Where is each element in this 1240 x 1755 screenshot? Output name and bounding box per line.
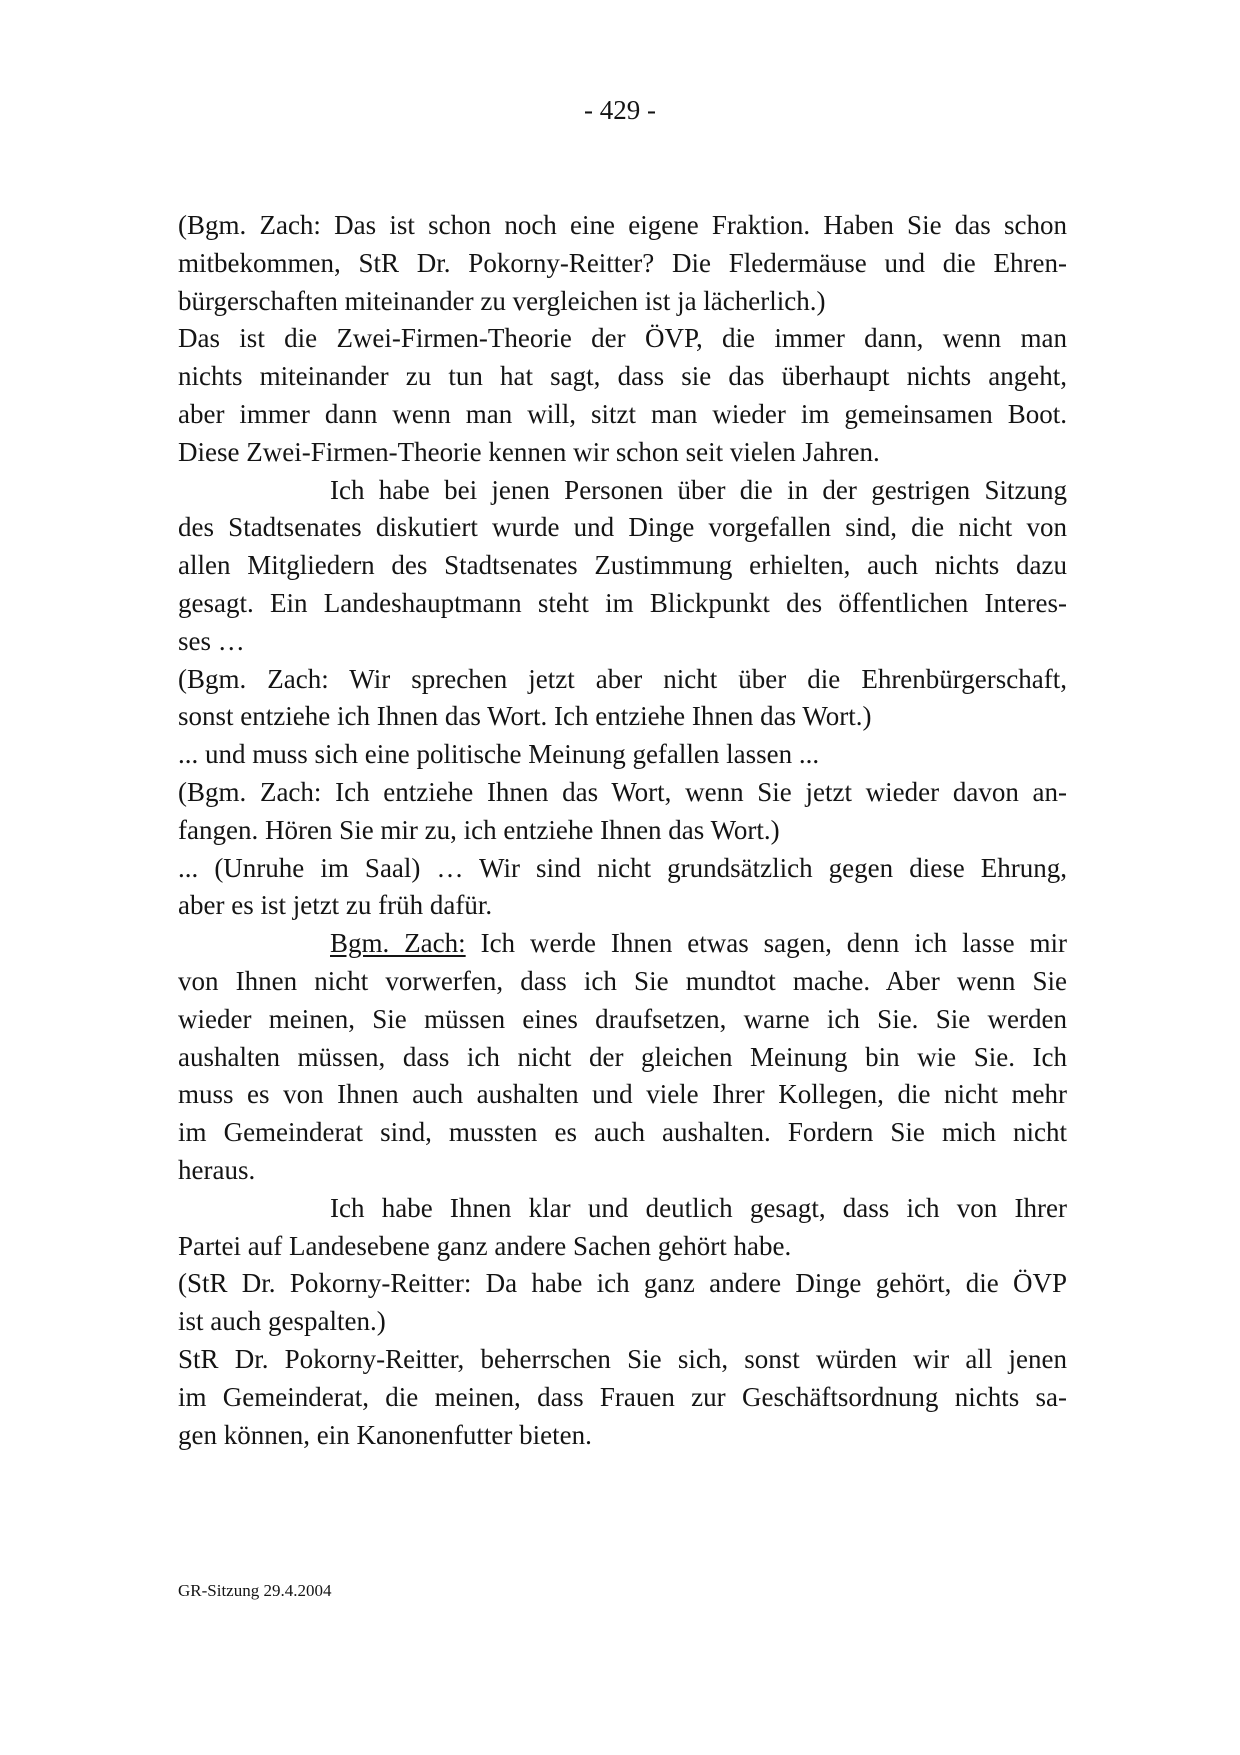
text-line: Ich habe Ihnen klar und deutlich gesagt, dass ich von Ihrer bbox=[330, 1192, 1067, 1223]
text-line: gen können, ein Kanonenfutter bieten. bbox=[178, 1419, 592, 1450]
text-line: heraus. bbox=[178, 1154, 256, 1185]
text-line: (Bgm. Zach: Ich entziehe Ihnen das Wort, wenn Sie jetzt wieder davon an- bbox=[178, 776, 1067, 807]
text-line: mitbekommen, StR Dr. Pokorny-Reitter? Die Fledermäuse und die Ehren- bbox=[178, 247, 1067, 278]
page-footer: GR-Sitzung 29.4.2004 bbox=[178, 1581, 332, 1600]
text-line: aber immer dann wenn man will, sitzt man wieder im gemeinsamen Boot. bbox=[178, 398, 1067, 429]
text-line: im Gemeinderat sind, mussten es auch aushalten. Fordern Sie mich nicht bbox=[178, 1117, 1067, 1148]
text-line: ses … bbox=[178, 625, 245, 656]
text-line: Das ist die Zwei-Firmen-Theorie der ÖVP, die immer dann, wenn man bbox=[178, 323, 1067, 354]
text-line: aushalten müssen, dass ich nicht der gleichen Meinung bin wie Sie. Ich bbox=[178, 1041, 1067, 1072]
document-body bbox=[178, 207, 1067, 1454]
text-line: bürgerschaften miteinander zu vergleichen ist ja lächerlich.) bbox=[178, 285, 826, 316]
text-line: ist auch gespalten.) bbox=[178, 1306, 386, 1337]
text-line: aber es ist jetzt zu früh dafür. bbox=[178, 890, 493, 921]
text-line: Partei auf Landesebene ganz andere Sachen gehört habe. bbox=[178, 1230, 792, 1261]
text-line: ... und muss sich eine politische Meinung gefallen lassen ... bbox=[178, 739, 820, 770]
text-line: fangen. Hören Sie mir zu, ich entziehe Ihnen das Wort.) bbox=[178, 814, 780, 845]
speaker-text: Ich werde Ihnen etwas sagen, denn ich lasse mir bbox=[480, 928, 1067, 959]
text-line: Ich habe bei jenen Personen über die in der gestrigen Sitzung bbox=[330, 474, 1067, 505]
text-line: ... (Unruhe im Saal) … Wir sind nicht grundsätzlich gegen diese Ehrung, bbox=[178, 852, 1067, 883]
text-line: Diese Zwei-Firmen-Theorie kennen wir schon seit vielen Jahren. bbox=[178, 436, 880, 467]
speaker-label: Bgm. Zach: bbox=[330, 928, 466, 959]
text-line: nichts miteinander zu tun hat sagt, dass sie das überhaupt nichts angeht, bbox=[178, 361, 1067, 392]
text-line: gesagt. Ein Landeshauptmann steht im Blickpunkt des öffentlichen Interes- bbox=[178, 587, 1067, 618]
text-line: muss es von Ihnen auch aushalten und viele Ihrer Kollegen, die nicht mehr bbox=[178, 1079, 1067, 1110]
text-line: sonst entziehe ich Ihnen das Wort. Ich entziehe Ihnen das Wort.) bbox=[178, 701, 872, 732]
text-line: von Ihnen nicht vorwerfen, dass ich Sie mundtot mache. Aber wenn Sie bbox=[178, 965, 1067, 996]
text-line: des Stadtsenates diskutiert wurde und Dinge vorgefallen sind, die nicht von bbox=[178, 512, 1067, 543]
speaker-line bbox=[178, 925, 1067, 963]
text-line: wieder meinen, Sie müssen eines draufsetzen, warne ich Sie. Sie werden bbox=[178, 1003, 1067, 1034]
text-line: allen Mitgliedern des Stadtsenates Zustimmung erhielten, auch nichts dazu bbox=[178, 550, 1067, 581]
page-number: - 429 - bbox=[584, 95, 656, 125]
text-line: (Bgm. Zach: Wir sprechen jetzt aber nicht über die Ehrenbürgerschaft, bbox=[178, 663, 1067, 694]
text-line: (Bgm. Zach: Das ist schon noch eine eigene Fraktion. Haben Sie das schon bbox=[178, 210, 1067, 240]
text-line: (StR Dr. Pokorny-Reitter: Da habe ich ganz andere Dinge gehört, die ÖVP bbox=[178, 1268, 1067, 1299]
text-line: StR Dr. Pokorny-Reitter, beherrschen Sie sich, sonst würden wir all jenen bbox=[178, 1343, 1067, 1374]
text-line: im Gemeinderat, die meinen, dass Frauen zur Geschäftsordnung nichts sa- bbox=[178, 1381, 1067, 1412]
